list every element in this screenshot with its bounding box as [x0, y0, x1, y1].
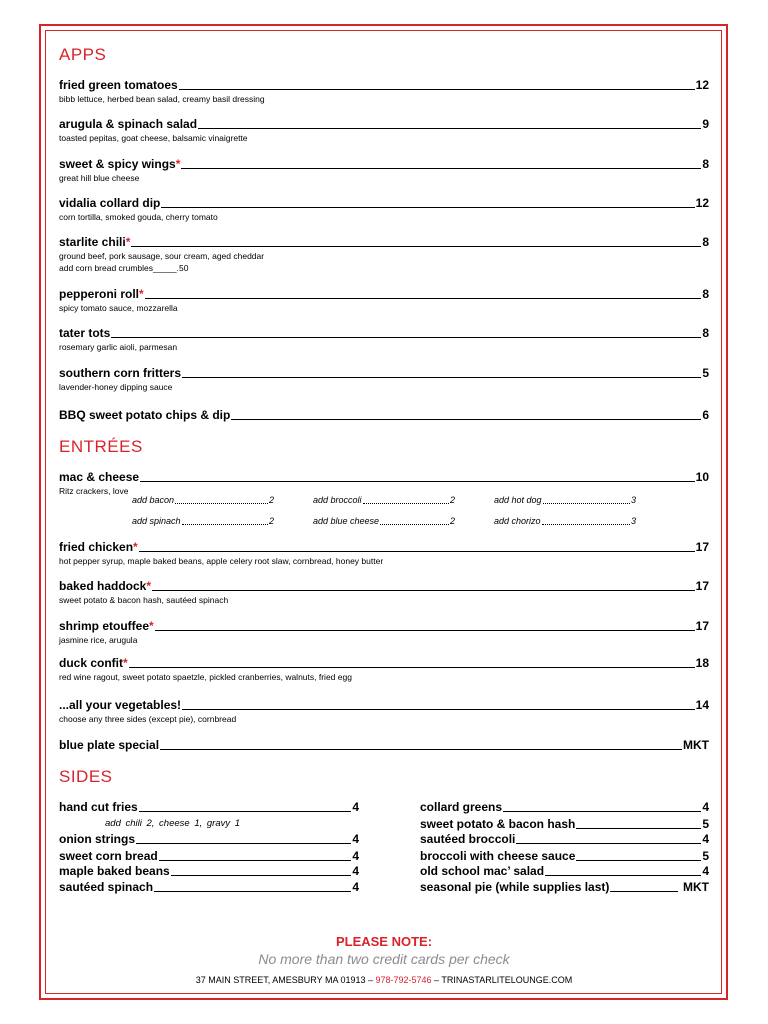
item-description: choose any three sides (except pie), cornbread [59, 714, 237, 724]
side-leader [139, 811, 352, 812]
menu-item-row [59, 619, 709, 633]
price-leader [198, 128, 701, 129]
price-leader [140, 481, 695, 482]
side-name: maple baked beans [59, 864, 170, 878]
menu-item-row [59, 196, 709, 210]
price-leader [179, 89, 695, 90]
addon-label: add broccoli [313, 495, 362, 505]
addon-option [313, 516, 455, 527]
addon-label: add bacon [132, 495, 175, 505]
addon-label: add spinach [132, 516, 181, 526]
item-price: 8 [702, 287, 709, 301]
footer-website: – TRINASTARLITELOUNGE.COM [431, 975, 573, 985]
side-item-row [59, 864, 359, 878]
item-name: vidalia collard dip [59, 196, 161, 210]
item-description: jasmine rice, arugula [59, 635, 138, 645]
gluten-free-star: * [175, 157, 181, 171]
addon-leader [380, 524, 449, 525]
side-price: 4 [702, 832, 709, 846]
gluten-free-star: * [149, 619, 154, 633]
item-name: duck confit [59, 656, 124, 670]
addon-option [132, 495, 274, 506]
side-price: MKT [683, 880, 709, 894]
gluten-free-star: * [139, 287, 144, 301]
side-price: 5 [702, 849, 709, 863]
item-description: corn tortilla, smoked gouda, cherry tomato [59, 212, 218, 222]
entrees-heading: ENTRÉES [59, 437, 143, 456]
footer-phone: 978-792-5746 [375, 975, 432, 985]
item-description: bibb lettuce, herbed bean salad, creamy basil dressing [59, 94, 265, 104]
item-description: rosemary garlic aioli, parmesan [59, 342, 178, 352]
addon-price: 2 [449, 516, 455, 526]
price-leader [231, 419, 701, 420]
side-price: 4 [352, 880, 359, 894]
addon-leader [182, 524, 268, 525]
side-item-row [59, 849, 359, 863]
addon-label: add blue cheese [313, 516, 380, 526]
side-price: 4 [352, 800, 359, 814]
side-name: hand cut fries [59, 800, 138, 814]
item-price: 18 [695, 656, 709, 670]
addon-option [313, 495, 455, 506]
item-price: MKT [683, 738, 709, 752]
item-price: 17 [695, 540, 709, 554]
price-leader [182, 709, 695, 710]
price-leader [181, 168, 701, 169]
item-name: southern corn fritters [59, 366, 182, 380]
addon-leader [542, 524, 630, 525]
addon-label: add hot dog [494, 495, 542, 505]
item-price: 8 [702, 235, 709, 249]
item-name: BBQ sweet potato chips & dip [59, 408, 231, 422]
side-leader [576, 860, 701, 861]
menu-item-row [59, 738, 709, 752]
side-item-row [420, 832, 709, 846]
item-name: ...all your vegetables! [59, 698, 182, 712]
side-leader [136, 843, 351, 844]
price-leader [155, 630, 695, 631]
side-name: collard greens [420, 800, 503, 814]
item-price: 12 [695, 196, 709, 210]
item-description: red wine ragout, sweet potato spaetzle, pickled cranberries, walnuts, fried egg [59, 672, 352, 682]
price-leader [139, 551, 695, 552]
side-item-row [59, 800, 359, 814]
item-description: ground beef, pork sausage, sour cream, aged cheddar [59, 251, 265, 261]
side-leader [503, 811, 701, 812]
item-name: pepperoni roll [59, 287, 140, 301]
price-leader [152, 590, 695, 591]
footer-contact [59, 975, 709, 985]
side-name: onion strings [59, 832, 135, 846]
side-leader [545, 875, 701, 876]
item-price: 17 [695, 619, 709, 633]
item-description: sweet potato & bacon hash, sautéed spinach [59, 595, 229, 605]
item-name: arugula & spinach salad [59, 117, 198, 131]
item-name: mac & cheese [59, 470, 140, 484]
side-name: seasonal pie (while supplies last) [420, 880, 610, 894]
price-leader [145, 298, 702, 299]
side-item-row [420, 849, 709, 863]
addon-option [494, 495, 636, 506]
item-description: great hill blue cheese [59, 173, 140, 183]
addon-price: 2 [449, 495, 455, 505]
price-leader [182, 377, 701, 378]
side-price: 4 [352, 832, 359, 846]
menu-item-row [59, 656, 709, 670]
menu-item-row [59, 287, 709, 301]
addon-option [494, 516, 636, 527]
item-price: 12 [695, 78, 709, 92]
addon-option [132, 516, 274, 527]
side-name: broccoli with cheese sauce [420, 849, 576, 863]
side-name: sweet potato & bacon hash [420, 817, 576, 831]
price-leader [160, 749, 682, 750]
addon-price: 2 [268, 516, 274, 526]
item-name: starlite chili [59, 235, 126, 249]
sides-heading: SIDES [59, 767, 113, 786]
item-name: shrimp etouffee [59, 619, 150, 633]
side-name: old school mac’ salad [420, 864, 545, 878]
item-description: Ritz crackers, love [59, 486, 129, 496]
menu-item-row [59, 540, 709, 554]
gluten-free-star: * [146, 579, 152, 593]
side-item-row [59, 832, 359, 846]
gluten-free-star: * [123, 656, 128, 670]
item-description: add corn bread crumbles_____.50 [59, 263, 189, 273]
item-price: 10 [695, 470, 709, 484]
item-price: 8 [702, 157, 709, 171]
menu-item-row [59, 408, 709, 422]
side-item-row [420, 880, 709, 894]
price-leader [131, 246, 701, 247]
side-price: 4 [702, 800, 709, 814]
item-price: 9 [702, 117, 709, 131]
side-price: 5 [702, 817, 709, 831]
menu-item-row [59, 579, 709, 593]
item-name: fried chicken [59, 540, 134, 554]
please-note-heading: PLEASE NOTE: [335, 934, 433, 949]
side-leader [154, 891, 351, 892]
side-item-row [420, 864, 709, 878]
side-item-row [59, 880, 359, 894]
menu-item-row [59, 117, 709, 131]
item-price: 8 [702, 326, 709, 340]
side-name: sautéed spinach [59, 880, 154, 894]
item-price: 6 [702, 408, 709, 422]
side-price: 4 [352, 849, 359, 863]
addon-price: 3 [630, 516, 636, 526]
side-leader [171, 875, 352, 876]
side-name: sautéed broccoli [420, 832, 516, 846]
apps-heading: APPS [59, 45, 107, 64]
price-leader [129, 667, 695, 668]
price-leader [161, 207, 694, 208]
side-item-row [420, 800, 709, 814]
addon-label: add chorizo [494, 516, 541, 526]
menu-item-row [59, 470, 709, 484]
addon-leader [543, 503, 630, 504]
item-name: fried green tomatoes [59, 78, 178, 92]
item-name: blue plate special [59, 738, 160, 752]
item-description: hot pepper syrup, maple baked beans, apple celery root slaw, cornbread, honey butter [59, 556, 384, 566]
side-leader [516, 843, 701, 844]
item-name: baked haddock [59, 579, 147, 593]
fries-addons: add chili 2, cheese 1, gravy 1 [105, 818, 241, 829]
item-price: 14 [695, 698, 709, 712]
menu-item-row [59, 326, 709, 340]
side-name: sweet corn bread [59, 849, 158, 863]
item-name: sweet & spicy wings [59, 157, 176, 171]
price-leader [111, 337, 701, 338]
side-leader [159, 860, 352, 861]
side-price: 4 [702, 864, 709, 878]
item-price: 17 [695, 579, 709, 593]
item-description: lavender-honey dipping sauce [59, 382, 173, 392]
addon-price: 3 [630, 495, 636, 505]
side-leader [610, 891, 678, 892]
gluten-free-star: * [133, 540, 138, 554]
item-description: spicy tomato sauce, mozzarella [59, 303, 178, 313]
menu-item-row [59, 698, 709, 712]
side-price: 4 [352, 864, 359, 878]
credit-card-note: No more than two credit cards per check [258, 951, 510, 967]
side-item-row [420, 817, 709, 831]
gluten-free-star: * [125, 235, 131, 249]
menu-item-row [59, 157, 709, 171]
item-name: tater tots [59, 326, 111, 340]
addon-leader [175, 503, 268, 504]
addon-leader [363, 503, 449, 504]
menu-item-row [59, 235, 709, 249]
menu-item-row [59, 78, 709, 92]
addon-price: 2 [268, 495, 274, 505]
item-price: 5 [702, 366, 709, 380]
footer-address: 37 MAIN STREET, AMESBURY MA 01913 – [195, 975, 376, 985]
side-leader [576, 828, 701, 829]
item-description: toasted pepitas, goat cheese, balsamic vinaigrette [59, 133, 248, 143]
menu-item-row [59, 366, 709, 380]
